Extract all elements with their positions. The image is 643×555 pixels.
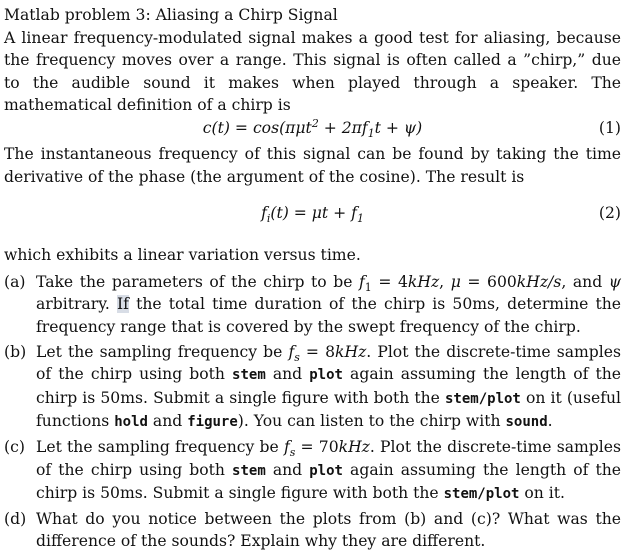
eq1-rhs: t + ψ) [374, 118, 423, 137]
equation-2 [4, 202, 621, 226]
text: What do you notice between the plots from (b) and (c)? What was the difference of the sounds? Explain why they are different. [36, 509, 621, 551]
eq1-power: 2 [311, 116, 319, 130]
intro-paragraph: A linear frequency-modulated signal makes a good test for aliasing, because the frequency moves over a range. This signal is often called a ”chirp,” due to the audible sound it makes when played through a speaker. The mathematical definition of a chirp is [4, 28, 621, 115]
question-c [4, 436, 621, 506]
eq2-rhs-sub: 1 [356, 212, 364, 226]
text: and [147, 412, 188, 431]
equation-2-number: (2) [598, 204, 621, 223]
code-plot: plot [309, 367, 343, 384]
document [4, 4, 621, 555]
text: Let the sampling frequency be [36, 437, 284, 456]
text: = 8 [299, 342, 336, 361]
text: the total time duration of the chirp is 50ms, determine the frequency range that is covered by the swept frequency of the chirp. [36, 295, 622, 336]
text: , [439, 272, 451, 291]
equation-1-body [4, 117, 621, 140]
text: Take the parameters of the chirp to be [36, 272, 360, 291]
text: . Plot the discrete-time samples of the chirp using both [36, 437, 621, 479]
text: = 600 [460, 272, 517, 291]
eq1-mid: + 2πf [318, 118, 368, 137]
text: again assuming the length of the chirp is 50ms. Submit a single figure with both the [36, 365, 621, 407]
question-b-label: (b) [4, 342, 27, 361]
text: Let the sampling frequency be [36, 342, 289, 361]
eq2-lhs: f [261, 204, 267, 223]
problem-title: Matlab problem 3: Aliasing a Chirp Signal [4, 6, 338, 24]
equation-1 [4, 117, 621, 141]
question-a-label: (a) [4, 272, 26, 291]
math-sub: 1 [364, 280, 372, 294]
math-var: f [283, 437, 290, 456]
derivative-paragraph: The instantaneous frequency of this signal can be found by taking the time derivative of the phase (the argument of the cosine). The result is [4, 144, 621, 186]
text: , and [561, 272, 609, 291]
text: on it (useful functions [36, 388, 621, 431]
math-var: f [359, 272, 365, 291]
math-var: f [288, 342, 295, 361]
math-sub: s [289, 446, 296, 460]
math-var: ψ [608, 272, 621, 291]
code-stem: stem [232, 462, 266, 479]
text: and [265, 365, 310, 384]
code-sound: sound [505, 414, 548, 431]
text: . [547, 412, 553, 431]
equation-2-body [4, 202, 621, 225]
text: ). You can listen to the chirp with [237, 412, 506, 431]
equation-1-number: (1) [598, 118, 621, 137]
question-a [4, 271, 621, 339]
question-list [4, 271, 621, 553]
question-b [4, 341, 621, 434]
eq1-lhs: c(t) = cos(πμt [202, 118, 312, 137]
text: and [265, 460, 310, 479]
code-stem-plot: stem/plot [443, 486, 520, 503]
eq2-lhs-sub: i [266, 212, 271, 226]
math-unit: kHz [335, 342, 367, 361]
text: = 70 [295, 437, 339, 456]
code-hold: hold [114, 414, 148, 431]
code-figure: figure [187, 414, 238, 431]
text: = 4 [371, 272, 408, 291]
text: . Plot the discrete-time samples of the chirp using both [36, 342, 621, 384]
eq2-mid: (t) = μt + f [270, 204, 357, 223]
text: again assuming the length of the chirp is 50ms. Submit a single figure with both the [36, 460, 621, 503]
math-unit: kHz [407, 272, 440, 291]
eq1-sub: 1 [367, 127, 375, 141]
math-sub: s [294, 350, 300, 364]
math-unit: kHz [338, 437, 370, 456]
question-c-label: (c) [4, 437, 25, 456]
math-unit: kHz/s [516, 272, 562, 291]
code-plot: plot [309, 462, 343, 479]
highlighted-word: If [117, 295, 129, 314]
text: arbitrary. [36, 295, 118, 314]
question-d [4, 508, 621, 553]
question-d-label: (d) [4, 509, 27, 528]
text: on it. [519, 484, 566, 503]
code-stem-plot: stem/plot [445, 390, 521, 407]
linear-variation-paragraph: which exhibits a linear variation versus time. [4, 246, 361, 265]
code-stem: stem [232, 367, 266, 384]
math-var: μ [450, 272, 461, 291]
